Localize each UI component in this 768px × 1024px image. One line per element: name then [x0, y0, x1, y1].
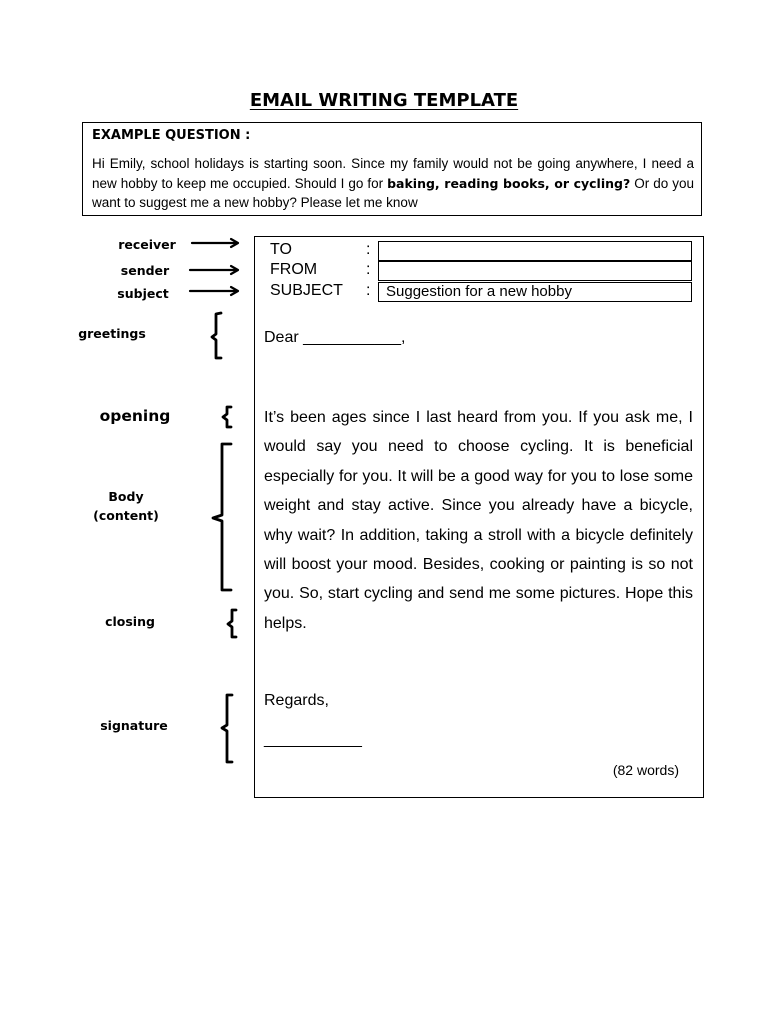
to-field[interactable] [378, 241, 692, 261]
label-body-content: (content) [93, 508, 159, 523]
subject-field[interactable]: Suggestion for a new hobby [378, 282, 692, 302]
page-title: EMAIL WRITING TEMPLATE [249, 90, 519, 111]
label-subject: subject [117, 286, 169, 301]
from-colon: : [366, 261, 371, 278]
label-closing: closing [105, 614, 155, 629]
email-template-box [254, 236, 704, 798]
greetings-brace-icon [212, 313, 221, 358]
body-brace-icon [213, 444, 231, 590]
label-receiver: receiver [118, 237, 176, 252]
signature-line: ___________ [264, 731, 362, 748]
email-body: It’s been ages since I last heard from you. If you ask me, I would say you need to choose cycling. It is beneficial especially for you. It will be a good way for you to lose some weight and stay active. Since you already have a bicycle, why wait? In addition, taking a stroll with a bicycle definitely will boost your mood. Besides, cooking or painting is so not you. So, start cycling and send me some pictures. Hope this helps. [264, 409, 693, 632]
subject-label: SUBJECT [270, 282, 343, 299]
from-label: FROM [270, 261, 318, 278]
to-colon: : [366, 241, 371, 258]
question-text-end: Or do you want to suggest me a new hobby? Please let me know [92, 175, 694, 210]
subject-colon: : [366, 282, 371, 299]
to-label: TO [270, 241, 292, 258]
closing-brace-icon [228, 610, 236, 637]
sender-arrow-icon [190, 266, 238, 274]
question-text-start: Hi Emily, school holidays is starting soon. Since my family would not be going anywhere, I need a new hobby to keep me occupied. Should I go for [92, 156, 694, 191]
label-greetings: greetings [78, 326, 146, 341]
word-count: (82 words) [612, 762, 679, 778]
label-body: Body [108, 489, 144, 504]
receiver-arrow-icon [192, 239, 238, 247]
subject-arrow-icon [190, 287, 238, 295]
question-heading: EXAMPLE QUESTION : [92, 128, 251, 143]
label-sender: sender [120, 263, 170, 278]
greeting-line: Dear ___________, [264, 329, 406, 346]
label-signature: signature [100, 718, 168, 733]
signature-brace-icon [222, 695, 232, 762]
from-field[interactable] [378, 261, 692, 281]
question-options: baking, reading books, or cycling? [387, 175, 631, 191]
opening-brace-icon [223, 407, 231, 427]
label-opening: opening [99, 407, 171, 425]
regards-line: Regards, [264, 692, 329, 709]
